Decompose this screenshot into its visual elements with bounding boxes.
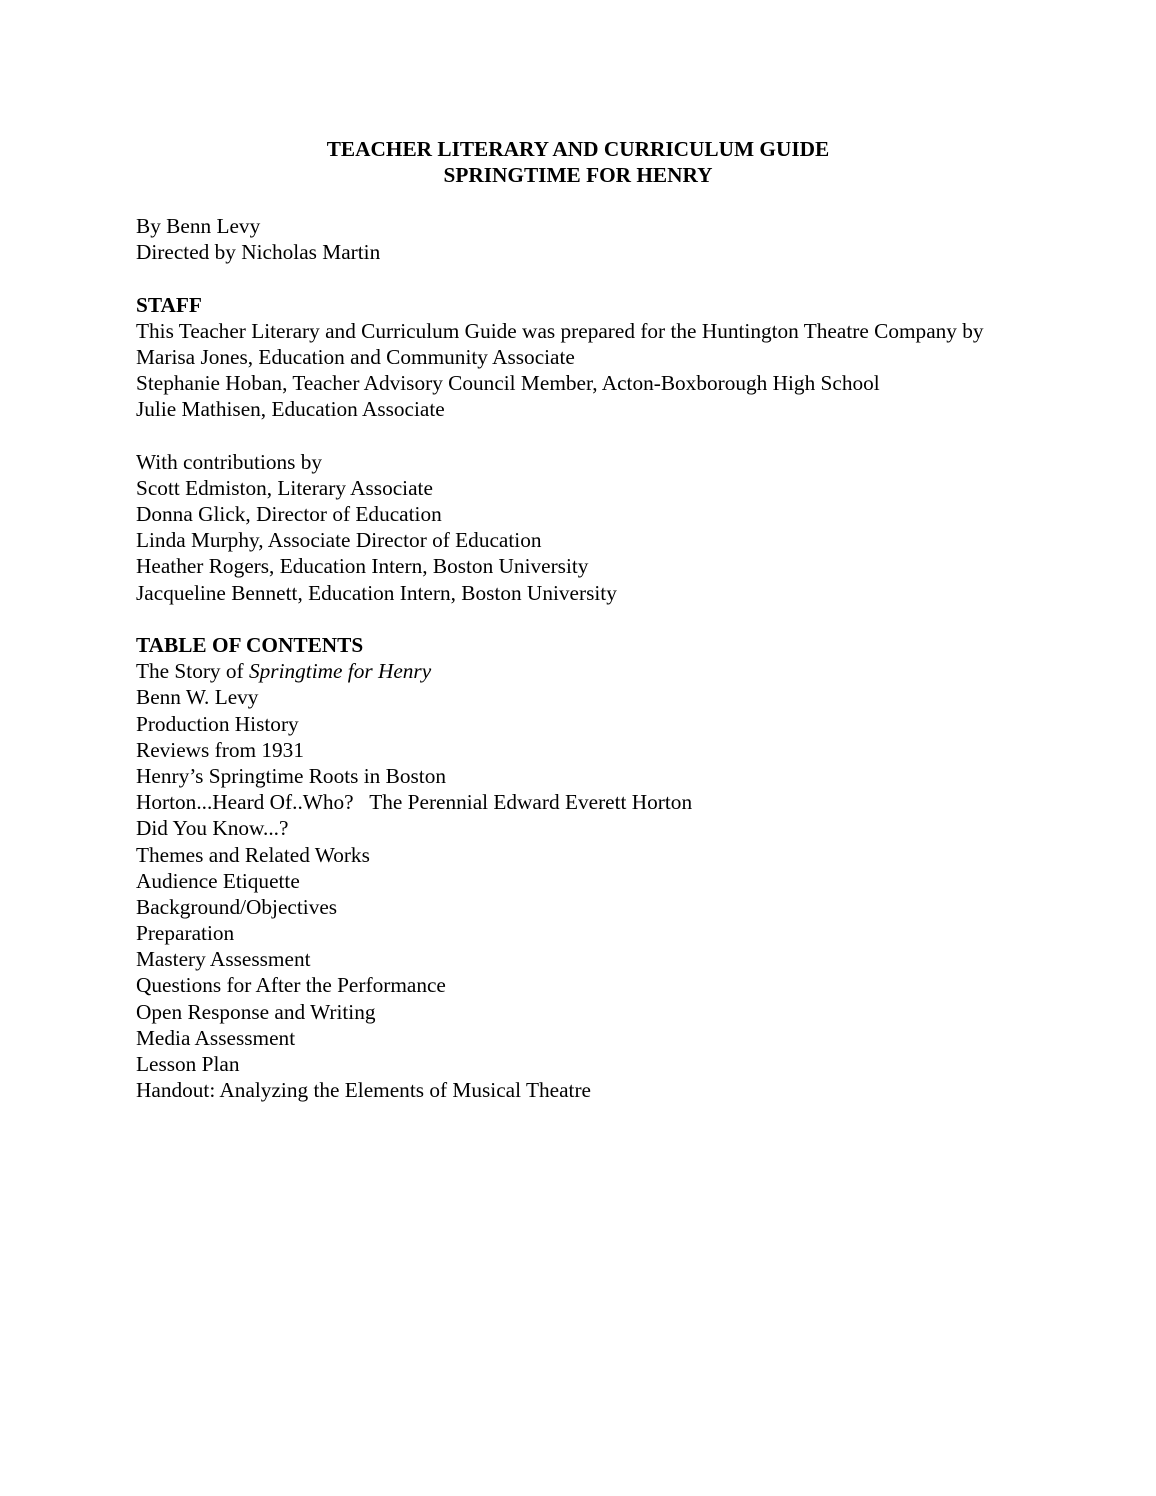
contributor: Heather Rogers, Education Intern, Boston University <box>136 554 589 579</box>
toc-item: Henry’s Springtime Roots in Boston <box>136 763 447 788</box>
toc-item: Background/Objectives <box>136 894 338 919</box>
toc-item: Horton...Heard Of..Who? The Perennial Edward Everett Horton <box>136 790 693 815</box>
toc-item: Benn W. Levy <box>136 685 259 710</box>
document-body <box>136 213 1036 1103</box>
document-title-block <box>0 136 1156 188</box>
toc-item <box>136 658 1036 684</box>
staff-member: Stephanie Hoban, Teacher Advisory Council Member, Acton-Boxborough High School <box>136 371 880 396</box>
toc-item: Themes and Related Works <box>136 842 370 867</box>
contributor: Scott Edmiston, Literary Associate <box>136 475 433 500</box>
author-credit: By Benn Levy <box>136 214 261 238</box>
contributor: Jacqueline Bennett, Education Intern, Boston University <box>136 580 617 605</box>
toc-item: Handout: Analyzing the Elements of Musical Theatre <box>136 1078 592 1103</box>
staff-member: Marisa Jones, Education and Community Associate <box>136 344 575 369</box>
toc-item: Questions for After the Performance <box>136 973 446 998</box>
contributor: Linda Murphy, Associate Director of Education <box>136 528 542 553</box>
toc-item: Audience Etiquette <box>136 868 300 893</box>
toc-item: Did You Know...? <box>136 816 289 841</box>
document-title: TEACHER LITERARY AND CURRICULUM GUIDE <box>326 137 830 161</box>
play-title: SPRINGTIME FOR HENRY <box>443 163 713 188</box>
toc-item-play-title: Springtime for Henry <box>248 659 432 684</box>
toc-item: Mastery Assessment <box>136 947 311 972</box>
staff-member: Julie Mathisen, Education Associate <box>136 397 445 422</box>
toc-item: Open Response and Writing <box>136 999 376 1024</box>
contributions-intro: With contributions by <box>136 449 323 474</box>
staff-heading: STAFF <box>136 292 202 317</box>
contributor: Donna Glick, Director of Education <box>136 502 442 527</box>
toc-item: Media Assessment <box>136 1025 296 1050</box>
toc-item: Preparation <box>136 921 235 946</box>
director-credit: Directed by Nicholas Martin <box>136 240 381 265</box>
toc-item: Lesson Plan <box>136 1052 240 1077</box>
toc-item-prefix: The Story of <box>136 659 249 684</box>
staff-intro: This Teacher Literary and Curriculum Guide was prepared for the Huntington Theatre Company by <box>136 318 984 343</box>
toc-item: Reviews from 1931 <box>136 737 304 762</box>
toc-item: Production History <box>136 711 299 736</box>
toc-heading: TABLE OF CONTENTS <box>136 633 364 658</box>
